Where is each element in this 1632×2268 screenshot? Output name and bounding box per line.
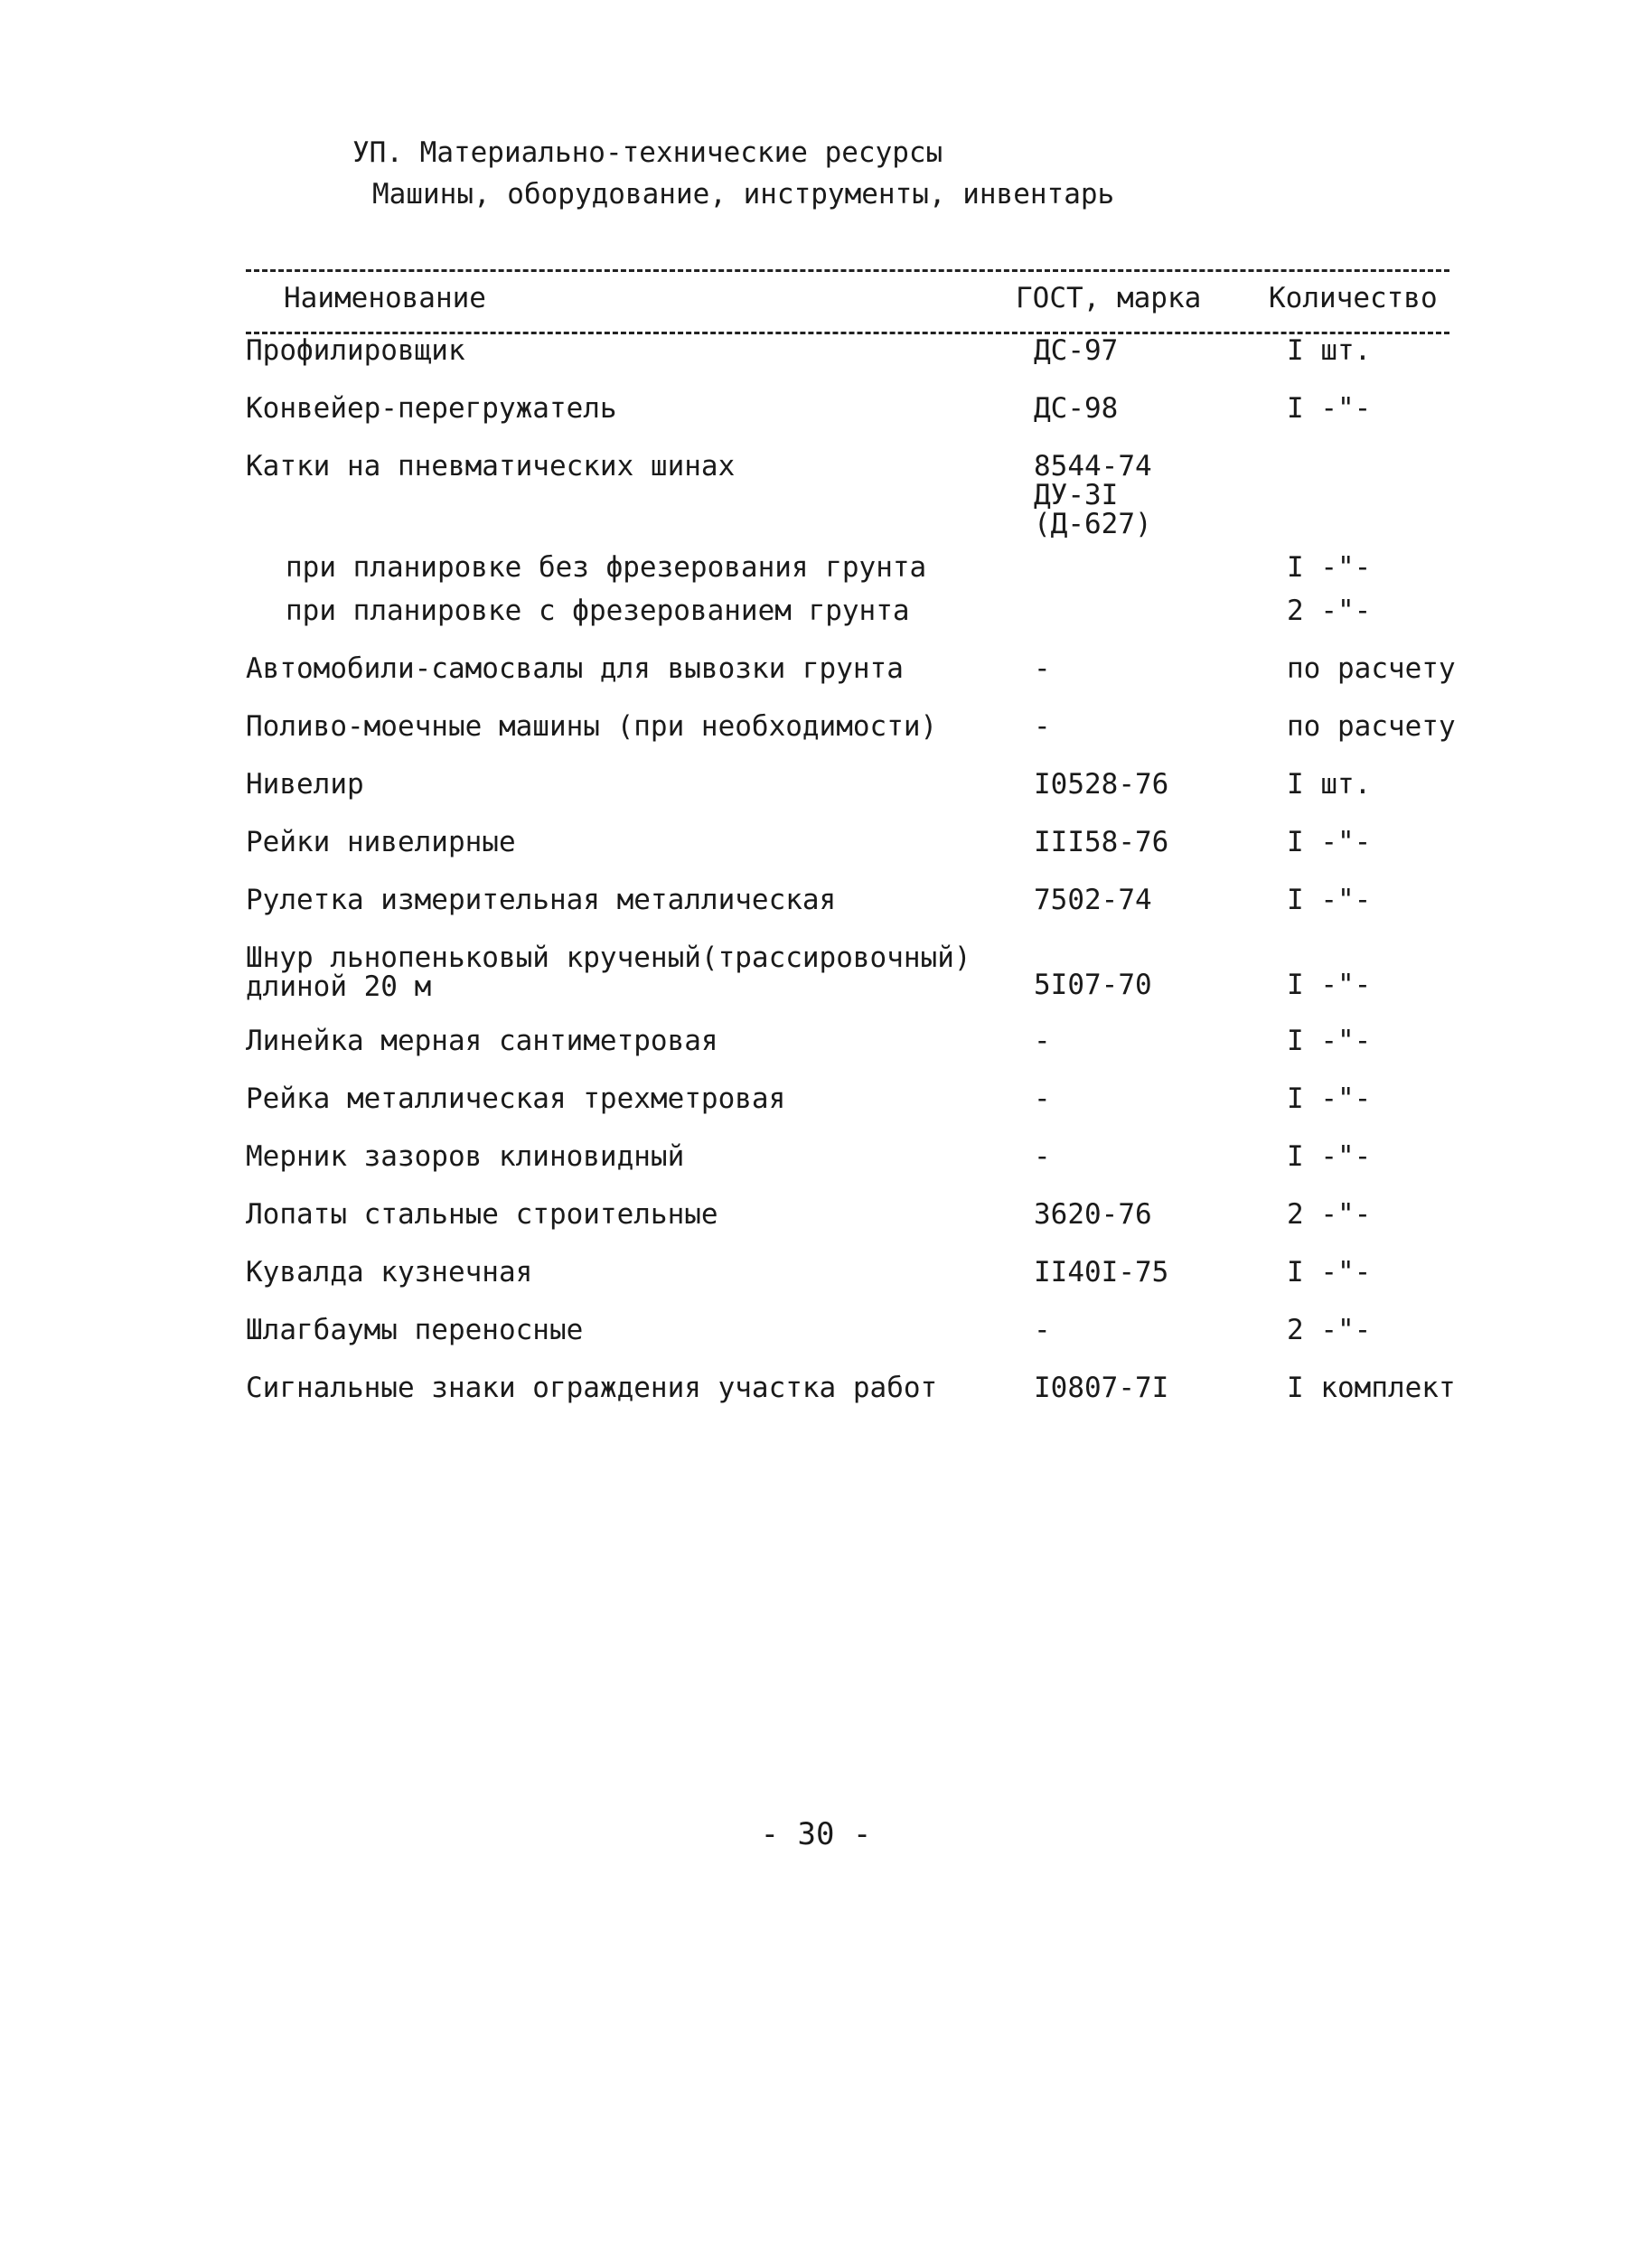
- cell-gost: -: [1034, 1025, 1051, 1057]
- cell-gost: I0528-76: [1034, 768, 1169, 801]
- cell-gost: -: [1034, 1082, 1051, 1115]
- table-top-rule: [246, 269, 1449, 272]
- page-number: - 30 -: [760, 1816, 872, 1852]
- column-header-quantity: Количество: [1269, 282, 1438, 314]
- cell-quantity: I -"-: [1287, 884, 1372, 916]
- cell-name: Линейка мерная сантиметровая: [246, 1025, 718, 1057]
- cell-gost: -: [1034, 1140, 1051, 1173]
- cell-quantity: I -"-: [1287, 1256, 1372, 1289]
- cell-gost: I0807-7I: [1034, 1372, 1169, 1404]
- section-title: УП. Материально-технические ресурсы: [352, 136, 943, 169]
- cell-name: Конвейер-перегружатель: [246, 392, 617, 425]
- table-header: [246, 278, 1449, 323]
- column-header-name: Наименование: [284, 282, 486, 314]
- section-subtitle: Машины, оборудование, инструменты, инвентарь: [372, 178, 1115, 211]
- cell-name: Рулетка измерительная металлическая: [246, 884, 837, 916]
- cell-name: Лопаты стальные строительные: [246, 1198, 718, 1231]
- cell-quantity: I комплект: [1287, 1372, 1456, 1404]
- cell-gost: 5I07-70: [1034, 969, 1152, 1001]
- cell-quantity: 2 -"-: [1287, 1314, 1372, 1346]
- cell-gost: ДС-98: [1034, 392, 1119, 425]
- cell-name: Сигнальные знаки ограждения участка работ: [246, 1372, 938, 1404]
- cell-quantity: 2 -"-: [1287, 1198, 1372, 1231]
- cell-gost: 8544-74 ДУ-3I (Д-627): [1034, 450, 1152, 540]
- cell-quantity: I -"-: [1287, 1025, 1372, 1057]
- cell-quantity: I шт.: [1287, 334, 1372, 367]
- cell-name: Нивелир: [246, 768, 364, 801]
- section-heading: [352, 132, 1114, 215]
- cell-quantity: I -"-: [1287, 551, 1372, 584]
- cell-quantity: I -"-: [1287, 826, 1372, 858]
- column-header-gost: ГОСТ, марка: [1016, 282, 1202, 314]
- cell-name: Кувалда кузнечная: [246, 1256, 533, 1289]
- cell-name: Рейки нивелирные: [246, 826, 516, 858]
- cell-name: Профилировщик: [246, 334, 465, 367]
- cell-name: при планировке с фрезерованием грунта: [286, 595, 910, 627]
- cell-gost: -: [1034, 1314, 1051, 1346]
- cell-gost: ДС-97: [1034, 334, 1119, 367]
- cell-gost: III58-76: [1034, 826, 1169, 858]
- cell-gost: 7502-74: [1034, 884, 1152, 916]
- cell-gost: -: [1034, 652, 1051, 685]
- cell-quantity: I -"-: [1287, 1140, 1372, 1173]
- cell-quantity: 2 -"-: [1287, 595, 1372, 627]
- cell-quantity: I -"-: [1287, 969, 1372, 1001]
- cell-name: Мерник зазоров клиновидный: [246, 1140, 685, 1173]
- cell-name: Автомобили-самосвалы для вывозки грунта: [246, 652, 904, 685]
- cell-name: при планировке без фрезерования грунта: [286, 551, 927, 584]
- cell-name: Шлагбаумы переносные: [246, 1314, 584, 1346]
- cell-name: Поливо-моечные машины (при необходимости): [246, 710, 938, 743]
- cell-quantity: I шт.: [1287, 768, 1372, 801]
- cell-gost: -: [1034, 710, 1051, 743]
- cell-quantity: I -"-: [1287, 392, 1372, 425]
- cell-name: Катки на пневматических шинах: [246, 450, 736, 483]
- cell-quantity: по расчету: [1287, 710, 1456, 743]
- cell-name: Шнур льнопеньковый крученый(трассировочный) длиной 20 м: [246, 942, 971, 1003]
- cell-quantity: I -"-: [1287, 1082, 1372, 1115]
- cell-quantity: по расчету: [1287, 652, 1456, 685]
- cell-name: Рейка металлическая трехметровая: [246, 1082, 786, 1115]
- cell-gost: 3620-76: [1034, 1198, 1152, 1231]
- cell-gost: II40I-75: [1034, 1256, 1169, 1289]
